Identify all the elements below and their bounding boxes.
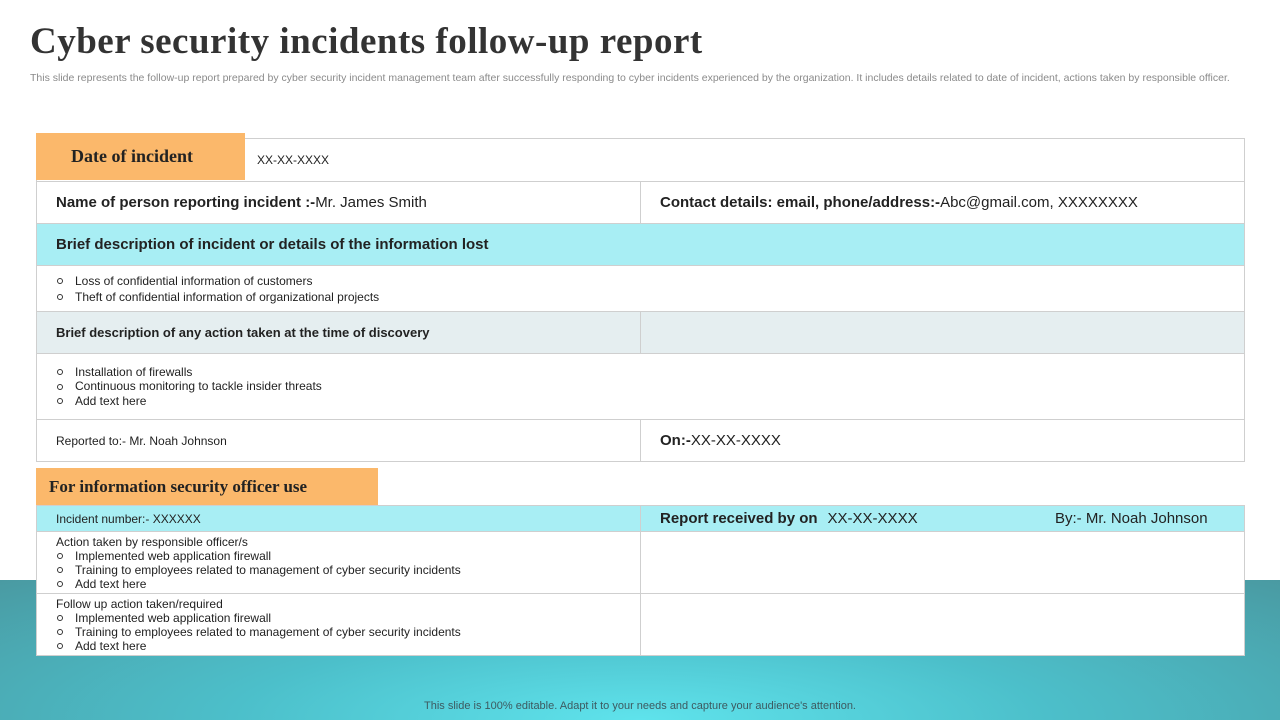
action-items-cell xyxy=(37,354,1244,419)
officer-action-empty-cell[interactable] xyxy=(641,532,1244,593)
action-header: Brief description of any action taken at the time of discovery xyxy=(56,325,430,340)
officer-action-cell xyxy=(37,532,640,593)
officer-use-tab xyxy=(36,468,378,505)
footer-note: This slide is 100% editable. Adapt it to your needs and capture your audience's attention. xyxy=(424,700,856,712)
officer-action-row xyxy=(36,531,1245,594)
action-items-row xyxy=(36,353,1245,420)
list-item[interactable]: Continuous monitoring to tackle insider threats xyxy=(56,379,322,394)
reported-on-cell xyxy=(641,420,1244,461)
report-received-cell xyxy=(641,506,1244,531)
list-item[interactable]: Installation of firewalls xyxy=(56,365,322,380)
list-item[interactable]: Training to employees related to management of cyber security incidents xyxy=(56,625,461,639)
date-of-incident-label: Date of incident xyxy=(71,146,193,166)
reported-on-value[interactable]: XX-XX-XXXX xyxy=(690,432,781,449)
list-item[interactable]: Training to employees related to management of cyber security incidents xyxy=(56,563,461,577)
reported-row xyxy=(36,419,1245,462)
description-list xyxy=(56,273,379,305)
description-items-cell xyxy=(37,266,1244,311)
action-list xyxy=(56,365,322,409)
reporter-cell xyxy=(37,182,640,223)
officer-use-label: For information security officer use xyxy=(49,476,308,496)
page-title: Cyber security incidents follow-up report xyxy=(30,21,703,62)
list-item[interactable]: Theft of confidential information of organizational projects xyxy=(56,289,379,305)
contact-label: Contact details: email, phone/address:- xyxy=(660,194,941,211)
reporter-label: Name of person reporting incident :- xyxy=(56,194,316,211)
list-item[interactable]: Implemented web application firewall xyxy=(56,549,461,563)
list-item[interactable]: Add text here xyxy=(56,639,461,653)
officer-action-list xyxy=(56,549,461,591)
contact-cell xyxy=(641,182,1244,223)
list-item[interactable]: Add text here xyxy=(56,394,322,409)
reporter-name[interactable]: Mr. James Smith xyxy=(315,194,427,211)
officer-action-title: Action taken by responsible officer/s xyxy=(56,534,248,549)
report-received-date[interactable]: XX-XX-XXXX xyxy=(827,510,918,527)
reporter-contact-row xyxy=(36,181,1245,224)
action-header-row xyxy=(36,311,1245,354)
incident-number-row xyxy=(36,505,1245,532)
incident-number[interactable]: Incident number:- XXXXXX xyxy=(56,511,201,526)
contact-value[interactable]: Abc@gmail.com, XXXXXXXX xyxy=(940,194,1138,211)
reported-to[interactable]: Reported to:- Mr. Noah Johnson xyxy=(56,433,227,448)
follow-up-list xyxy=(56,611,461,653)
report-received-label: Report received by on xyxy=(660,510,818,527)
description-header: Brief description of incident or details of the information lost xyxy=(56,236,489,253)
report-received-by[interactable]: By:- Mr. Noah Johnson xyxy=(1055,510,1208,527)
follow-up-cell xyxy=(37,594,640,655)
date-value-cell xyxy=(257,139,1244,181)
description-header-row xyxy=(36,223,1245,266)
follow-up-empty-cell[interactable] xyxy=(641,594,1244,655)
list-item[interactable]: Loss of confidential information of customers xyxy=(56,273,379,289)
action-header-empty-cell[interactable] xyxy=(641,312,1244,353)
page-subtitle: This slide represents the follow-up report prepared by cyber security incident management team after successfully responding to cyber incidents experienced by the organization. It includes details related to date of incident, actions taken by responsible officer. xyxy=(30,72,1230,84)
follow-up-title: Follow up action taken/required xyxy=(56,596,223,611)
list-item[interactable]: Add text here xyxy=(56,577,461,591)
follow-up-row xyxy=(36,593,1245,656)
list-item[interactable]: Implemented web application firewall xyxy=(56,611,461,625)
description-items-row xyxy=(36,265,1245,312)
date-of-incident-value[interactable]: XX-XX-XXXX xyxy=(257,153,330,167)
reported-on-label: On:- xyxy=(660,432,691,449)
date-of-incident-tab xyxy=(36,133,245,180)
